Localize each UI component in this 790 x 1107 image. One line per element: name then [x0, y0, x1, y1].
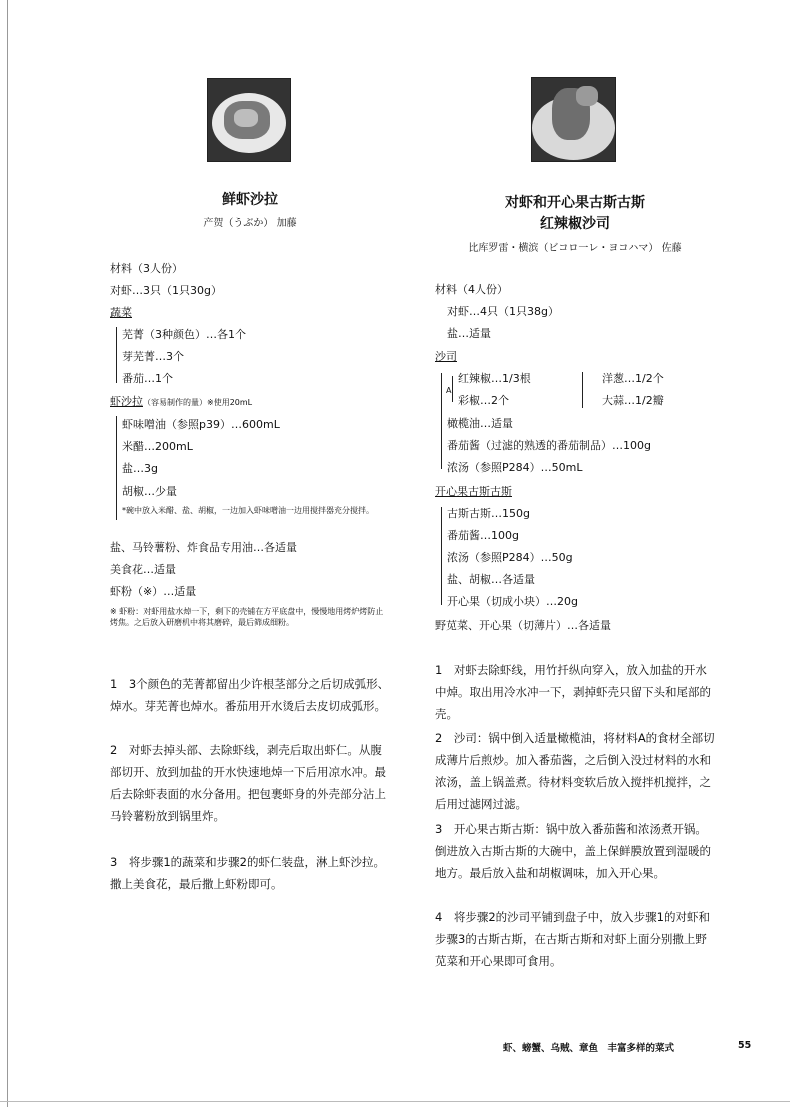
- ingredients-header-right: 材料（4人份）: [435, 283, 508, 296]
- page-number: 55: [738, 1040, 752, 1051]
- step-1-right: 1 对虾去除虾线，用竹扦纵向穿入，放入加盐的开水中焯。取出用冷水冲一下，剥掉虾壳只留下头和尾部的壳。: [435, 663, 711, 721]
- divider-a: [582, 372, 583, 408]
- ingredient-item: 番茄酱（过滤的熟透的番茄制品）…100g: [447, 439, 651, 452]
- step-1-left: 1 3个颜色的芜菁都留出少许根茎部分之后切成弧形、焯水。芽芜菁也焯水。番茄用开水烫后去皮切成弧形。: [110, 677, 390, 713]
- ingredient-item: 米醋…200mL: [122, 440, 193, 453]
- ingredient-extra: 盐、马铃薯粉、炸食品专用油…各适量: [110, 541, 297, 554]
- footer-category: 虾、螃蟹、乌贼、章鱼 丰富多样的菜式: [503, 1043, 675, 1054]
- step-4-right: 4 将步骤2的沙司平铺到盘子中，放入步骤1的对虾和步骤3的古斯古斯，在古斯古斯和对虾上面分别撒上野苋菜和开心果即可食用。: [435, 910, 710, 968]
- ingredient-shrimp-right: 对虾…4只（1只38g）: [447, 305, 559, 318]
- ingredient-item: 彩椒…2个: [458, 394, 509, 407]
- ingredients-header-left: 材料（3人份）: [110, 262, 183, 275]
- step-3-right: 3 开心果古斯古斯：锅中放入番茄酱和浓汤煮开锅。倒进放入古斯古斯的大碗中，盖上保鲜膜放置到湿暖的地方。最后放入盐和胡椒调味，加入开心果。: [435, 822, 711, 880]
- bracket-sauce: [441, 373, 442, 469]
- ingredient-item: 胡椒…少量: [122, 485, 177, 498]
- dish-photo-shrimp-couscous: [531, 77, 616, 162]
- ingredient-item: 芜菁（3种颜色）…各1个: [122, 328, 246, 341]
- ingredient-item: 浓汤（参照P284）…50g: [447, 551, 573, 564]
- step-2-left: 2 对虾去掉头部、去除虾线，剥壳后取出虾仁。从腹部切开、放到加盐的开水快速地焯一下后用凉水冲。最后去除虾表面的水分备用。把包裹虾身的外壳部分沾上马铃薯粉放到锅里炸。: [110, 743, 386, 823]
- ingredient-extra: 美食花…适量: [110, 563, 176, 576]
- ingredient-extra: 虾粉（※）…适量: [110, 585, 197, 598]
- subsection-shrimp-salad-dressing: [110, 395, 252, 410]
- bracket-a: [452, 376, 453, 402]
- ingredient-item: 虾味噌油（参照p39）…600mL: [122, 418, 280, 431]
- recipe-author-left: 产贺（うぶか） 加藤: [203, 218, 297, 229]
- subsection-vegetables: 蔬菜: [110, 306, 132, 319]
- subsection-title: 虾沙拉: [110, 395, 143, 408]
- label-a: A: [446, 386, 452, 395]
- recipe-author-right: 比库罗雷・横滨（ビコロ一レ・ヨコハマ） 佐藤: [468, 243, 682, 254]
- ingredient-item: 浓汤（参照P284）…50mL: [447, 461, 583, 474]
- step-2-right: 2 沙司：锅中倒入适量橄榄油，将材料A的食材全部切成薄片后煎炒。加入番茄酱，之后倒入没过材料的水和浓汤，盖上锅盖煮。待材料变软后放入搅拌机搅拌，之后用过滤网过滤。: [435, 731, 715, 811]
- subsection-note: （容易制作的量）※使用20mL: [143, 398, 253, 407]
- ingredient-item: 番茄酱…100g: [447, 529, 519, 542]
- ingredient-item: 盐、胡椒…各适量: [447, 573, 535, 586]
- ingredient-item: 盐…3g: [122, 462, 158, 475]
- recipe-title-left: 鲜虾沙拉: [222, 192, 278, 208]
- subsection-sauce: 沙司: [435, 350, 457, 363]
- dish-photo-shrimp-salad: [207, 78, 291, 162]
- ingredient-item: 红辣椒…1/3根: [458, 372, 531, 385]
- page-edge-bottom: [0, 1101, 790, 1102]
- page-edge-left: [7, 0, 8, 1107]
- step-3-left: 3 将步骤1的蔬菜和步骤2的虾仁装盘，淋上虾沙拉。撒上美食花，最后撒上虾粉即可。: [110, 855, 385, 891]
- dressing-footnote: *碗中放入米醋、盐、胡椒，一边加入虾味噌油一边用搅拌器充分搅拌。: [122, 506, 374, 515]
- bracket-vegetables: [116, 327, 117, 383]
- shrimp-powder-note: ※ 虾粉：对虾用盐水焯一下，剩下的壳铺在方平底盘中，慢慢地用烤炉烤防止烤焦。之后放入研磨机中将其磨碎，最后筛成细粉。: [110, 607, 384, 627]
- ingredient-item: 洋葱…1/2个: [602, 372, 664, 385]
- ingredient-shrimp-left: 对虾…3只（1只30g）: [110, 284, 222, 297]
- recipe-title-right-line1: 对虾和开心果古斯古斯: [505, 195, 645, 211]
- ingredient-extra: 野苋菜、开心果（切薄片）…各适量: [435, 619, 611, 632]
- ingredient-item: 古斯古斯…150g: [447, 507, 530, 520]
- ingredient-item: 橄榄油…适量: [447, 417, 513, 430]
- ingredient-salt-right: 盐…适量: [447, 327, 491, 340]
- subsection-pistachio-couscous: 开心果古斯古斯: [435, 485, 512, 498]
- ingredient-item: 开心果（切成小块）…20g: [447, 595, 578, 608]
- ingredient-item: 大蒜…1/2瓣: [602, 394, 664, 407]
- bracket-dressing: [116, 416, 117, 520]
- ingredient-item: 芽芜菁…3个: [122, 350, 184, 363]
- bracket-couscous: [441, 507, 442, 605]
- ingredient-item: 番茄…1个: [122, 372, 173, 385]
- recipe-title-right-line2: 红辣椒沙司: [540, 216, 610, 232]
